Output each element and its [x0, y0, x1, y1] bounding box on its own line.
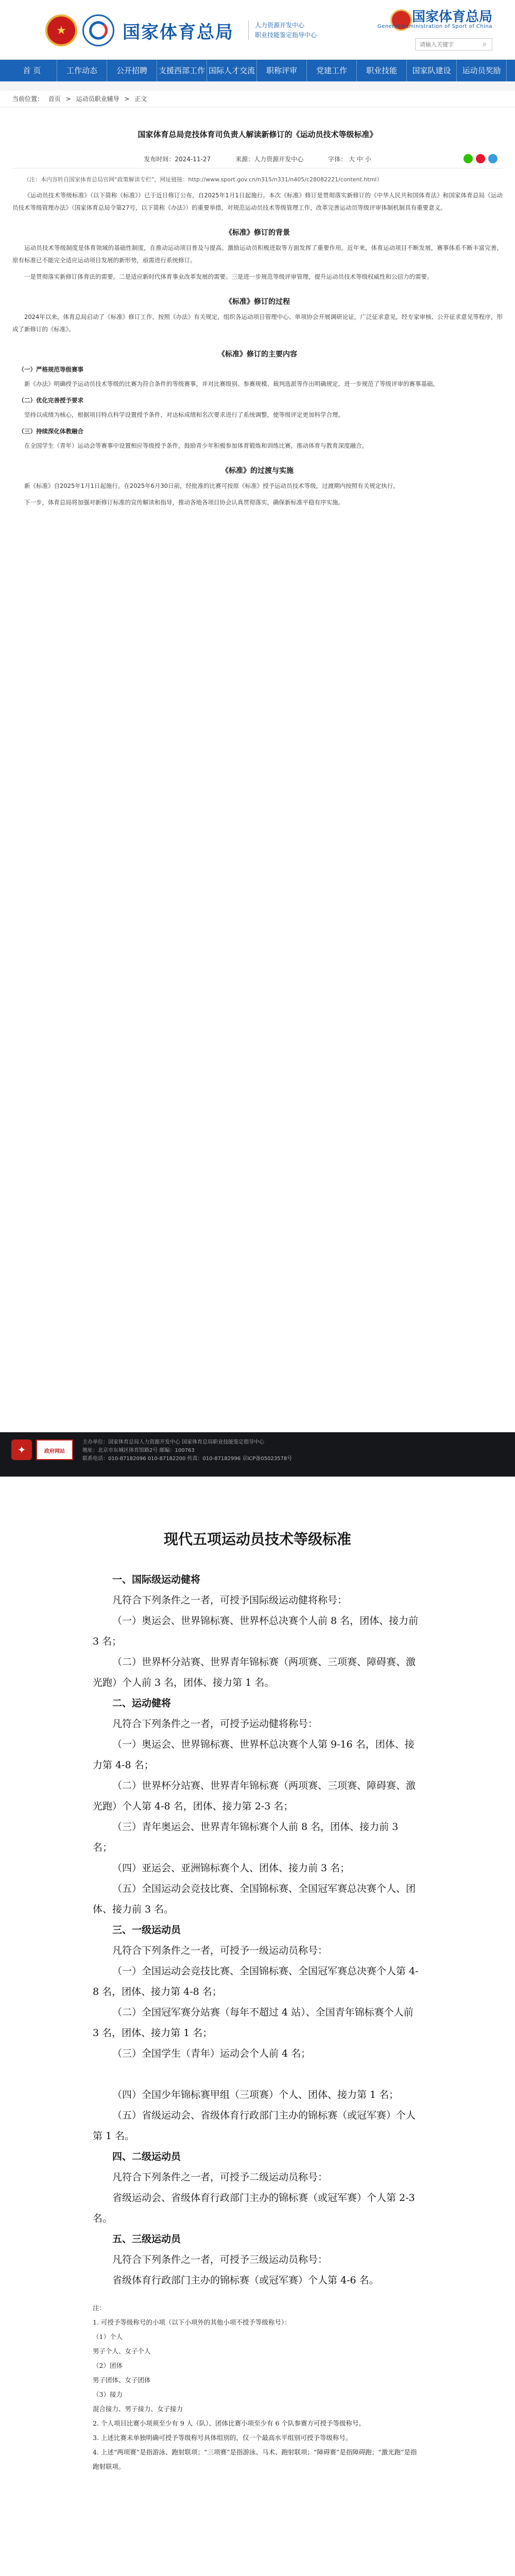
- level-item: 省级运动会、省级体育行政部门主办的锦标赛（或冠军赛）个人第 2-3 名。: [93, 2192, 415, 2224]
- paragraph: 运动员技术等级制度是体育领域的基础性制度，在推动运动项目普及与提高、激励运动员积极进取等方面发挥了重要作用。近年来，体育运动项目不断发展，赛事体系不断丰富完善，原有标准已不能完全适应运动项目发展的新形势，亟需进行系统修订。: [12, 244, 503, 264]
- nav-gap: [0, 81, 515, 91]
- nav-athlete-awards[interactable]: 运动员奖励: [457, 60, 507, 81]
- nav-title-review[interactable]: 职称评审: [257, 60, 307, 81]
- qzone-share-icon[interactable]: [488, 154, 497, 163]
- paragraph: 2024年以来，体育总局启动了《标准》修订工作，按照《办法》有关规定，组织各运动项目管理中心、单项协会开展调研论证，广泛征求意见，经专家审核、公开征求意见等程序，形成了新修订的《标准》。: [12, 313, 503, 333]
- article-source: 来源：人力资源开发中心: [235, 156, 304, 163]
- section-title: 《标准》修订的过程: [225, 298, 290, 306]
- level-heading: 四、二级运动员: [112, 2151, 181, 2162]
- breadcrumb-current: 正文: [134, 95, 147, 103]
- note-line: （1）个人: [93, 2333, 123, 2341]
- breadcrumb-sep: >: [124, 95, 130, 103]
- level-item: （四）亚运会、亚洲锦标赛个人、团体、接力前 3 名；: [112, 1862, 350, 1874]
- search-icon[interactable]: ⌕: [483, 40, 487, 48]
- site-name: 国家体育总局: [123, 22, 234, 43]
- article-meta: [12, 150, 503, 168]
- search-input[interactable]: [416, 39, 477, 50]
- site-header: [0, 0, 515, 60]
- level-item: （二）全国冠军赛分站赛（每年不超过 4 站）、全国青年锦标赛个人前 3 名，团体、接力第 1 名；: [93, 2007, 414, 2039]
- sub-heading: （三）持续深化体教融合: [18, 428, 83, 435]
- gov-name[interactable]: 国家体育总局: [411, 9, 492, 25]
- emblem-icon: ★: [45, 14, 77, 46]
- paragraph: 坚持以成绩为核心，根据项目特点科学设置授予条件，对达标成绩和名次要求进行了系统调整，使等级评定更加科学合理。: [24, 411, 344, 418]
- note-line: （2）团体: [93, 2362, 123, 2369]
- gov-en-name: General Administration of Sport of China: [377, 24, 492, 29]
- font-size-switch[interactable]: 字体： 大 中 小: [328, 156, 371, 163]
- section-title: 《标准》修订的背景: [225, 229, 290, 237]
- note-head: 注：: [93, 2304, 106, 2312]
- nav-skills[interactable]: 职业技能: [357, 60, 407, 81]
- nav-intl-exchange[interactable]: 国际人才交流: [207, 60, 257, 81]
- site-footer: [0, 1432, 515, 1477]
- sub-heading: （一）严格规范等级赛事: [18, 366, 83, 373]
- level-heading: 五、三级运动员: [112, 2233, 181, 2245]
- sport-logo-icon: [82, 14, 114, 46]
- document-body: [0, 1569, 515, 2474]
- level-item: （一）奥运会、世界锦标赛、世界杯总决赛个人前 8 名，团体、接力前 3 名；: [93, 1615, 419, 1647]
- footer-line: 主办单位：国家体育总局人力资源开发中心 国家体育总局职业技能鉴定指导中心: [82, 1439, 265, 1445]
- level-lead: 凡符合下列条件之一者，可授予运动健将称号：: [112, 1718, 318, 1730]
- standard-document: [0, 1477, 515, 2576]
- breadcrumb-prefix: 当前位置：: [12, 95, 44, 103]
- intro-paragraph: 《运动员技术等级标准》（以下简称《标准》）已于近日修订公布，自2025年1月1日起施行。本次《标准》修订是贯彻落实新修订的《中华人民共和国体育法》和国家体育总局《运动员技术等级管理办法》（国家体育总局令第27号，以下简称《办法》）的重要举措，对规范运动员技术等级管理工作，改革完善运动员等级评审体制机制具有重要意义。: [12, 192, 503, 211]
- section-title: 《标准》修订的主要内容: [218, 350, 297, 359]
- note-line: 2. 个人项目比赛小项须至少有 9 人（队）、团体比赛小项至少有 6 个队参赛方可授予等级称号。: [93, 2419, 365, 2427]
- breadcrumb-sep: >: [65, 95, 71, 103]
- nav-work-news[interactable]: 工作动态: [57, 60, 107, 81]
- footer-info: [82, 1438, 292, 1463]
- note-line: 4. 上述“两项赛”是指游泳、跑射联项；“三项赛”是指游泳、马术、跑射联项；“障碍赛”是指障碍跑；“激光跑”是指跑射联项。: [93, 2448, 417, 2470]
- level-heading: 一、国际级运动健将: [112, 1574, 201, 1585]
- level-item: （五）全国运动会竞技比赛、全国锦标赛、全国冠军赛总决赛个人、团体、接力前 3 名。: [93, 1883, 416, 1915]
- paragraph: 一是贯彻落实新修订体育法的需要。二是适应新时代体育事业改革发展的需要。三是进一步规范等级评审管理，提升运动员技术等级权威性和公信力的需要。: [24, 273, 433, 280]
- level-heading: 二、运动健将: [112, 1698, 171, 1709]
- wechat-share-icon[interactable]: [464, 154, 473, 163]
- level-item: （三）全国学生（青年）运动会个人前 4 名；: [112, 2048, 311, 2059]
- share-bar: [464, 154, 497, 163]
- level-item: （一）全国运动会竞技比赛、全国锦标赛、全国冠军赛总决赛个人第 4-8 名，团体、接力第 4-8 名；: [93, 1965, 419, 1997]
- document-notes: [93, 2301, 420, 2474]
- note-line: 3. 上述比赛未单独明确可授予等级称号具体组别的，仅一个最高水平组别可授予等级称号。: [93, 2434, 352, 2442]
- note-line: 男子团体、女子团体: [93, 2376, 151, 2384]
- level-item: （二）世界杯分站赛、世界青年锦标赛（两项赛、三项赛、障碍赛、激光跑）个人第 4-8 名，团体、接力第 2-3 名；: [93, 1780, 416, 1812]
- note-line: 男子个人、女子个人: [93, 2347, 151, 2355]
- nav-home[interactable]: 首 页: [7, 60, 57, 81]
- paragraph: 在全国学生（青年）运动会等赛事中设置相应等级授予条件，鼓励青少年积极参加体育锻炼和训练比赛，推动体育与教育深度融合。: [24, 442, 368, 449]
- brand[interactable]: [45, 14, 317, 46]
- article-title: 国家体育总局竞技体育司负责人解读新修订的《运动员技术等级标准》: [138, 130, 377, 139]
- subtitle-skill-center: 职业技能鉴定指导中心: [255, 31, 317, 39]
- section-title: 《标准》的过渡与实施: [221, 467, 294, 475]
- footer-logo-icon: ✦: [11, 1439, 32, 1460]
- search-box: [415, 38, 492, 50]
- note-line: 1. 可授予等级称号的小项（以下小项外的其他小项不授予等级称号）：: [93, 2318, 291, 2326]
- level-lead: 凡符合下列条件之一者，可授予三级运动员称号：: [112, 2254, 328, 2265]
- footer-line: 地址：北京市东城区体育馆路2号 邮编：100763: [82, 1448, 195, 1453]
- level-lead: 凡符合下列条件之一者，可授予一级运动员称号：: [112, 1945, 328, 1956]
- weibo-share-icon[interactable]: [476, 154, 485, 163]
- level-item: （四）全国少年锦标赛甲组（三项赛）个人、团体、接力第 1 名；: [112, 2089, 399, 2100]
- breadcrumb: [0, 91, 515, 107]
- level-item: （二）世界杯分站赛、世界青年锦标赛（两项赛、三项赛、障碍赛、激光跑）个人前 3 名，团体、接力第 1 名。: [93, 1656, 416, 1688]
- footer-line: 联系电话：010-87182096 010-87182200 传真：010-87182996 京ICP备05023578号: [82, 1456, 293, 1462]
- breadcrumb-home[interactable]: 首页: [48, 95, 61, 103]
- level-lead: 凡符合下列条件之一者，可授予国际级运动健将称号：: [112, 1595, 348, 1606]
- breadcrumb-section[interactable]: 运动员职业辅导: [76, 95, 119, 103]
- level-item: （五）省级运动会、省级体育行政部门主办的锦标赛（或冠军赛）个人第 1 名。: [93, 2110, 416, 2142]
- paragraph: 新《标准》自2025年1月1日起施行。在2025年6月30日前，经批准的比赛可按原《标准》授予运动员技术等级，过渡期内按照有关规定执行。: [24, 482, 399, 489]
- paragraph: 下一步，体育总局将加强对新修订标准的宣传解读和指导，推动各地各项目协会认真贯彻落实，确保新标准平稳有序实施。: [24, 499, 344, 506]
- paragraph: 新《办法》明确授予运动员技术等级的比赛为符合条件的等级赛事，并对比赛级别、参赛规模、裁判选派等作出明确规定，进一步规范了等级评审的赛事基础。: [24, 380, 439, 387]
- note-line: 混合接力、男子接力、女子接力: [93, 2405, 183, 2413]
- subtitle-hr-center: 人力资源开发中心: [255, 22, 305, 29]
- publish-date: 发布时间：2024-11-27: [144, 156, 211, 163]
- nav-recruitment[interactable]: 公开招聘: [107, 60, 157, 81]
- gov-site-badge[interactable]: 政府网站: [36, 1439, 73, 1460]
- level-item: （三）青年奥运会、世界青年锦标赛个人前 8 名，团体、接力前 3 名；: [93, 1821, 399, 1853]
- article: [0, 129, 515, 509]
- main-nav: [0, 60, 515, 81]
- site-subtitles: [248, 21, 317, 40]
- level-item: （一）奥运会、世界锦标赛、世界杯总决赛个人第 9-16 名，团体、接力第 4-8 名；: [93, 1739, 415, 1771]
- sub-heading: （二）优化完善授予要求: [18, 397, 83, 404]
- level-lead: 凡符合下列条件之一者，可授予二级运动员称号：: [112, 2172, 328, 2183]
- source-note: （注：本内容转自国家体育总局官网“政策解读专栏”，网址链接：http://www.sport.gov.cn/n315/n331/n405/c28082221/content.html）: [24, 176, 383, 183]
- nav-party-work[interactable]: 党建工作: [307, 60, 357, 81]
- note-line: （3）接力: [93, 2391, 123, 2398]
- level-item: 省级体育行政部门主办的锦标赛（或冠军赛）个人第 4-6 名。: [112, 2275, 379, 2286]
- nav-national-team[interactable]: 国家队建设: [407, 60, 457, 81]
- nav-west-support[interactable]: 支援西部工作: [157, 60, 207, 81]
- document-title: 现代五项运动员技术等级标准: [163, 1531, 351, 1548]
- level-heading: 三、一级运动员: [112, 1924, 181, 1936]
